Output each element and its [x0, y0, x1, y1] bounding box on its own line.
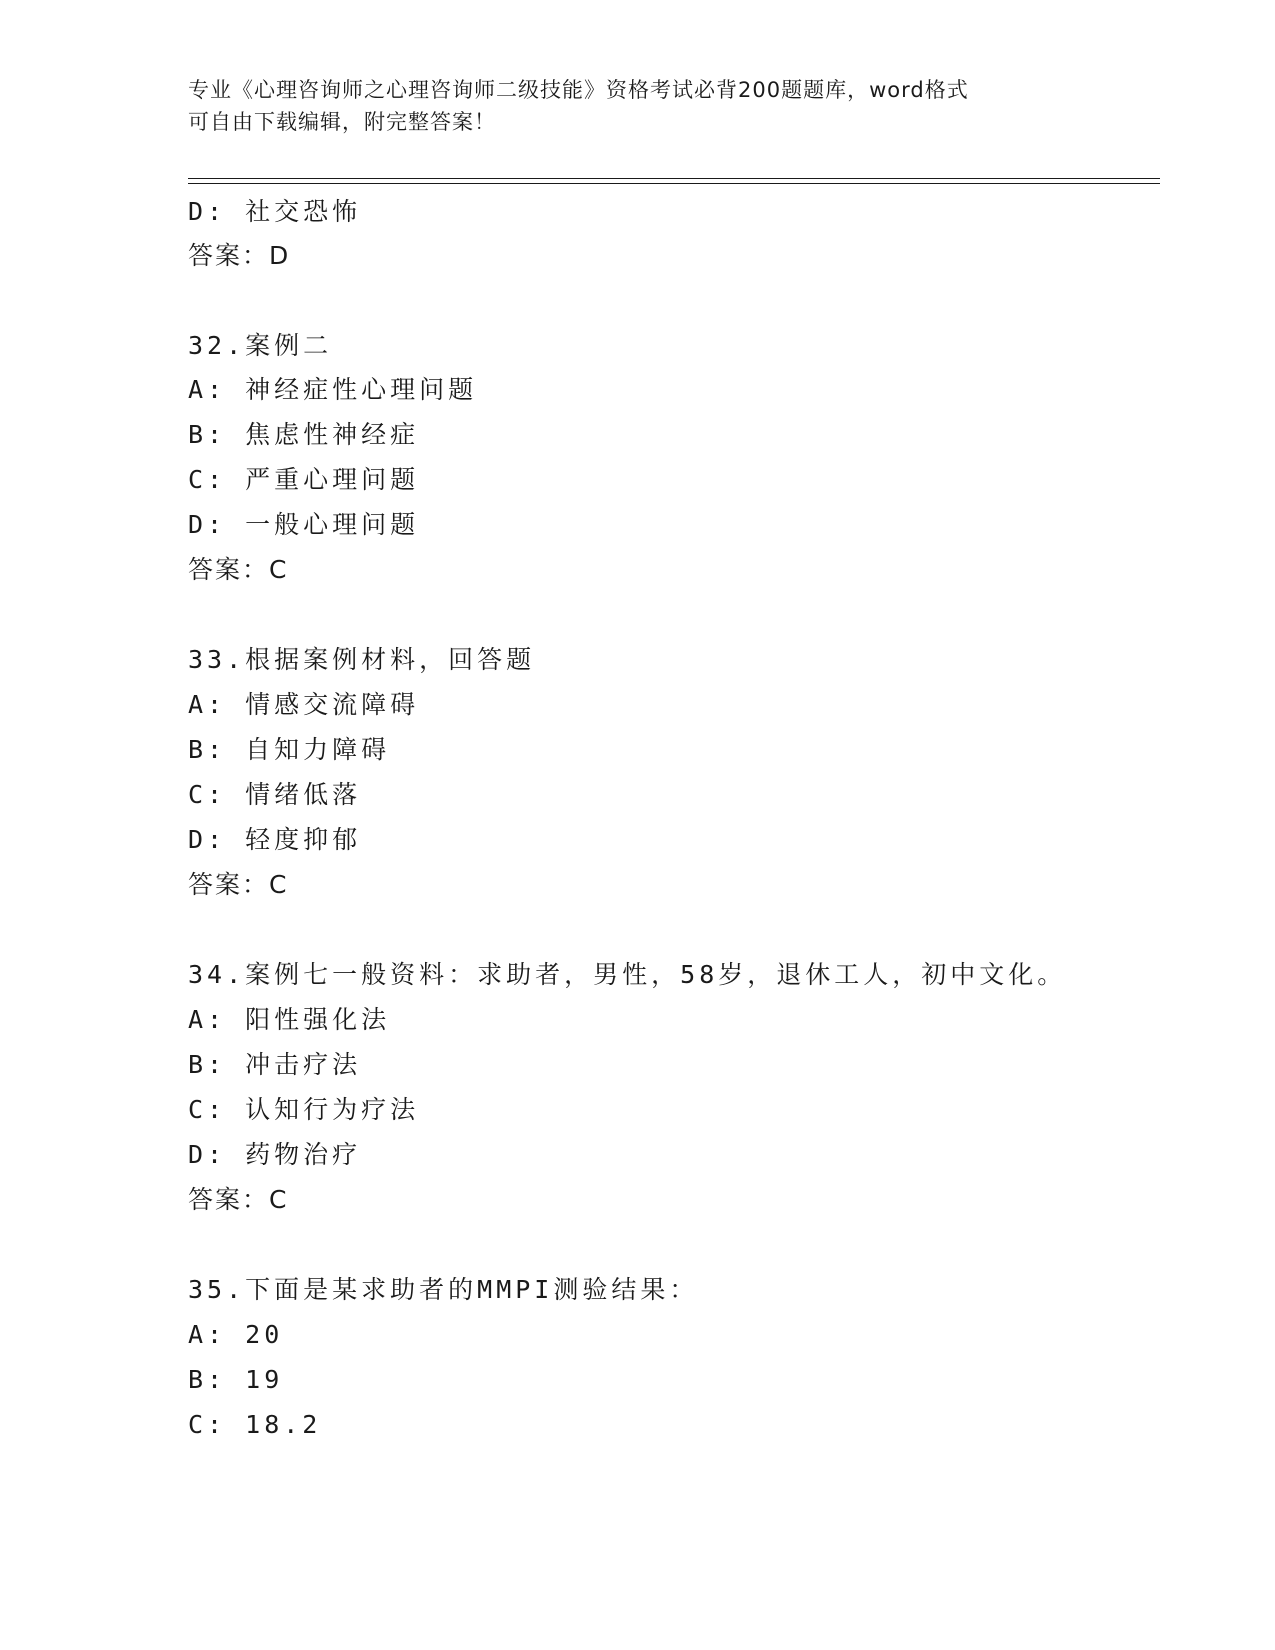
- q33-option-d: D: 轻度抑郁: [188, 825, 362, 854]
- q34-answer: 答案：C: [188, 1185, 289, 1214]
- q32-option-c: C: 严重心理问题: [188, 465, 420, 494]
- q34-stem: 34.案例七一般资料：求助者，男性，58岁，退休工人，初中文化。: [188, 960, 1067, 989]
- q35-option-b: B: 19: [188, 1365, 284, 1394]
- q31-option-d: D: 社交恐怖: [188, 197, 362, 226]
- q33-stem: 33.根据案例材料，回答题: [188, 645, 536, 674]
- q32-stem: 32.案例二: [188, 331, 333, 360]
- header-divider-top: [188, 178, 1160, 179]
- q32-option-d: D: 一般心理问题: [188, 510, 420, 539]
- q31-answer: 答案：D: [188, 241, 291, 270]
- q35-option-c: C: 18.2: [188, 1410, 322, 1439]
- q33-answer: 答案：C: [188, 870, 289, 899]
- q35-stem: 35.下面是某求助者的MMPI测验结果：: [188, 1275, 699, 1304]
- q33-option-c: C: 情绪低落: [188, 780, 362, 809]
- header-divider-bottom: [188, 183, 1160, 184]
- document-header: [188, 74, 1088, 138]
- header-line-1: 专业《心理咨询师之心理咨询师二级技能》资格考试必背200题题库，word格式: [188, 78, 969, 102]
- q34-option-a: A: 阳性强化法: [188, 1005, 391, 1034]
- q32-answer: 答案：C: [188, 555, 289, 584]
- q32-option-b: B: 焦虑性神经症: [188, 420, 420, 449]
- q33-option-b: B: 自知力障碍: [188, 735, 391, 764]
- q34-option-c: C: 认知行为疗法: [188, 1095, 420, 1124]
- q33-option-a: A: 情感交流障碍: [188, 690, 420, 719]
- header-line-2: 可自由下载编辑，附完整答案！: [188, 110, 496, 134]
- q34-option-b: B: 冲击疗法: [188, 1050, 362, 1079]
- q34-option-d: D: 药物治疗: [188, 1140, 362, 1169]
- q35-option-a: A: 20: [188, 1320, 284, 1349]
- q32-option-a: A: 神经症性心理问题: [188, 375, 478, 404]
